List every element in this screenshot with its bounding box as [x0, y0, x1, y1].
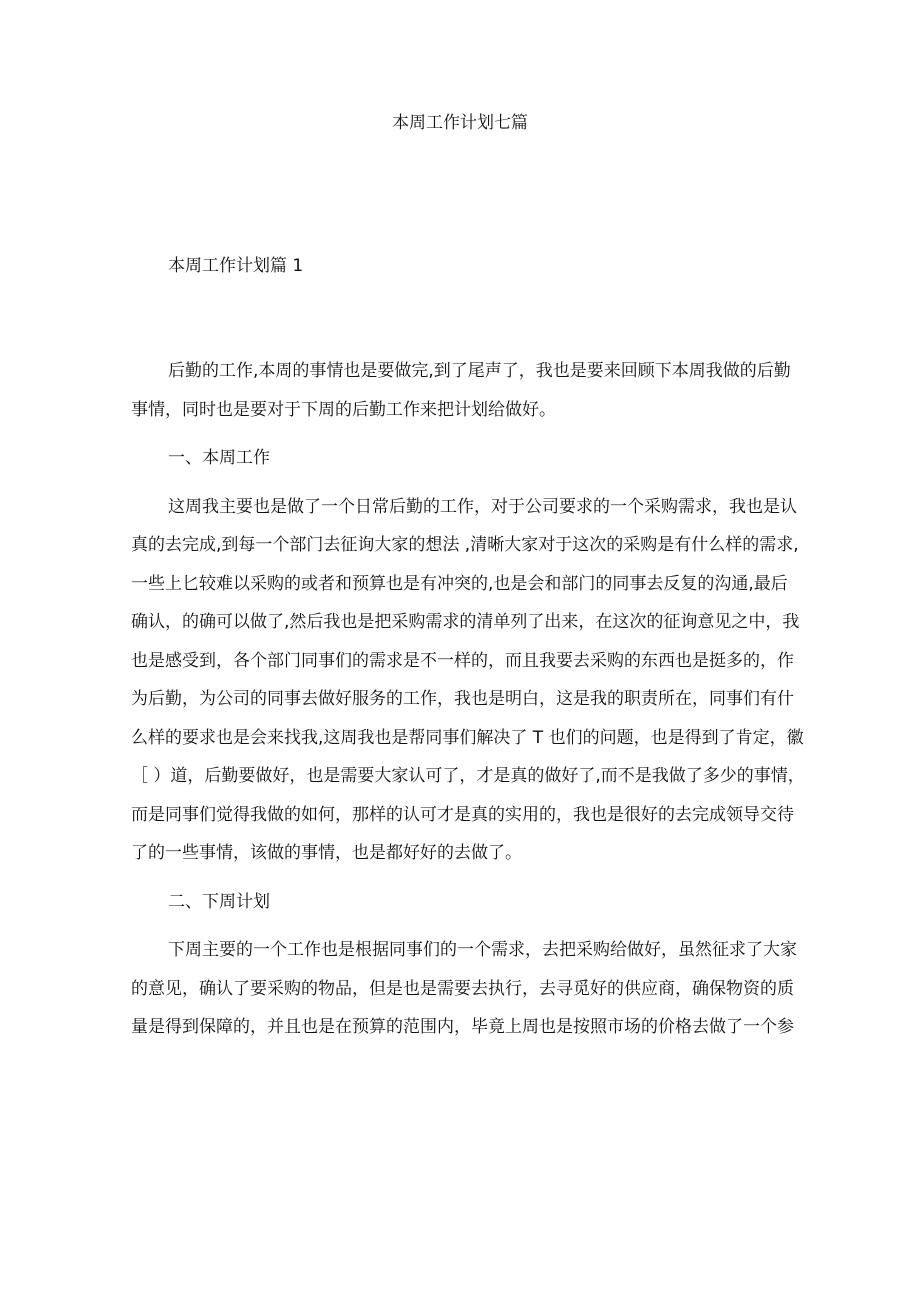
part2-heading: 二、下周计划: [168, 891, 270, 912]
part2-line: 的意见，确认了要采购的物品，但是也是需要去执行，去寻觅好的供应商，确保物资的质: [131, 978, 794, 999]
intro-line: 后勤的工作,本周的事情也是要做完,到了尾声了，我也是要来回顾下本周我做的后勤: [168, 361, 791, 381]
part1-line: 为后勤，为公司的同事去做好服务的工作，我也是明白，这是我的职责所在，同事们有什: [131, 689, 794, 709]
part2-paragraph: [131, 931, 807, 1047]
part1-line: ［ ）道，后勤要做好，也是需要大家认可了，才是真的做好了,而不是我做了多少的事情，: [131, 766, 805, 786]
part1-line: 么样的要求也是会来找我,这周我也是帮同事们解决了 T 也们的问题，也是得到了肯定，徽: [131, 727, 804, 748]
part1-line: 真的去完成,到每一个部门去征询大家的想法 ,清晰大家对于这次的采购是有什么样的需求,: [131, 535, 799, 555]
part2-line: 量是得到保障的，并且也是在预算的范围内，毕竟上周也是按照市场的价格去做了一个参: [131, 1017, 794, 1037]
part1-line: 确认，的确可以做了,然后我也是把采购需求的清单列了出来，在这次的征询意见之中，我: [131, 612, 800, 632]
document-body: [131, 352, 807, 1057]
intro-paragraph: [131, 352, 807, 429]
part1-line: 也是感受到，各个部门同事们的需求是不一样的，而且我要去采购的东西也是挺多的，作: [131, 650, 794, 671]
part1-line: 一些上匕较难以采购的或者和预算也是有冲突的,也是会和部门的同事去反复的沟通,最后: [131, 573, 788, 594]
part1-line: 这周我主要也是做了一个日常后勤的工作，对于公司要求的一个采购需求，我也是认: [168, 496, 797, 517]
intro-line: 事情，同时也是要对于下周的后勤工作来把计划给做好。: [131, 399, 556, 420]
part1-line: 了的一些事情，该做的事情，也是都好好的去做了。: [131, 843, 522, 863]
part1-heading: 一、本周工作: [168, 448, 270, 468]
part1-paragraph: [131, 488, 807, 873]
part1-line: 而是同事们觉得我做的如何，那样的认可才是真的实用的，我也是很好的去完成领导交待: [131, 804, 794, 825]
part2-line: 下周主要的一个工作也是根据同事们的一个需求，去把采购给做好，虽然征求了大家: [168, 940, 797, 960]
section-heading: 本周工作计划篇 1: [168, 256, 304, 276]
document-title: 本周工作计划七篇: [392, 113, 528, 133]
